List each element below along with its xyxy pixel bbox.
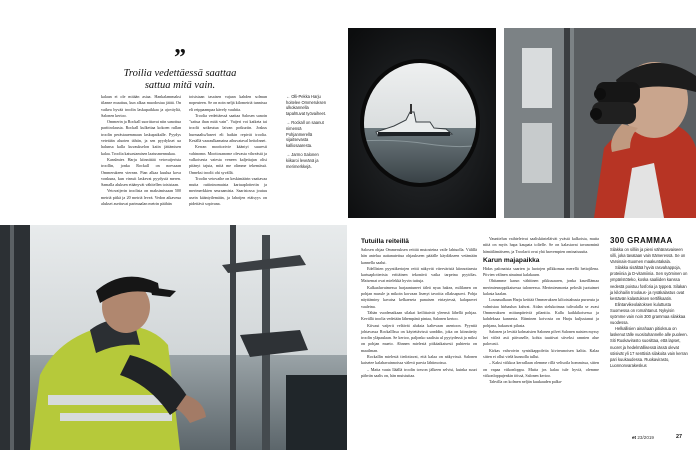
- article-column-3: [361, 236, 477, 379]
- caption: [286, 94, 328, 116]
- paragraph: kalaan ei ole mitään asiaa. Hankalammaksi tilanne muuttuu, kun alkaa muodostua jäätä. On vaikea hyvää troolin laskupaikkaa ja ajoväyliä, Salonen kertoo.: [101, 94, 181, 118]
- paragraph: Kalkaaluvaimessa harjaantuneet täleä nyaa hakea, mililanen on pohjan mussle ja mikoin korvaan lisenyt tavoitta ollaksapurvi. Pohja näyttäminy kavatsa kelkaeseta punaisen etriaytessä, kalaparvet vaaleina.: [361, 284, 477, 309]
- caption-text: Jarmo Salonen kiikaroi leveänä ja merimerkkejä.: [286, 152, 319, 169]
- photo-porthole-boat: [348, 28, 496, 218]
- binoculars-man-illustration: [504, 28, 696, 218]
- arrow-left-icon: ←: [286, 94, 291, 99]
- sidebar-paragraph: Silakka sisältää hyviä rasvahappoja, proteiinia ja D-vitamiinia. Sen syöminen on ympäristöteko, koska saaliiden kanssa vedestä poistuu fosforia ja typpeä. Silakan ja kilohailin troolaus- ja rysäkalastus ovat kestävän kalastuksen sertifikaatin.: [610, 265, 688, 301]
- paragraph: Salonen ja leväiä kolmaisien Salonen pilvet Salonen naisten myssy hei viileä asti päivaselle, kohta tuuttivat siiveksi rannien alue palovasti.: [483, 328, 599, 347]
- article-column-4: [483, 236, 599, 386]
- paragraph: Vaunttelun vaihteletvat saaliskiinteläivät yvästä kalkoista, mutta niitä on myös hapa kaupata tolielle. Se on kalastavat tavanominä hämäilämäiseen, ja Troolarit ovat yhä harvempien ominaisuutta.: [483, 236, 599, 254]
- paragraph: Ommerin ja Rockall suorittavat niin sanottua parittrolausta. Rockall kulkettaa kokoen rullan troolin perästauemmaan laskupaikalle. Pyydys vetetään aluoten tähtin, ja sen pyydykset ua halunsa kalla kuvaukselon kaiin jättämisen kalaa. Troolia katsastamisen laatusmennukaa.: [101, 119, 181, 156]
- fisherman-illustration: [0, 225, 347, 450]
- pull-quote-block: [110, 45, 250, 92]
- sidebar-paragraph: Elintarvikeolaitoksen kuluttusta Suomessa on romahtanut. Nykyisin syömme vain noin 300 grammaa silakkaa vuodessa.: [610, 301, 686, 326]
- paragraph: Edellisten pyyntikertojen reitti näkyvät viterväristä kiinnottaesta kartuaplotterista erittäinen tekonävä vaika tarpeina pyytölas. Maisemat ovat mielekkä hyvin tuttuja.: [361, 265, 477, 284]
- section-heading: Tutuilla reiteillä: [361, 238, 409, 245]
- sidebar-paragraph: Helkallisien ainahaan pitioksua on laskenut tälle vuosituhannelle alle puoleen. Siti Ruokavirasto suosittaa, että lapset, nuoret ja hedelmällisessä iässä olevat söisivät yli 17 senttisiä silakoita vain kerran pari kuukaudessa. Ruokavirasto, Luonnonvarakeskus: [610, 326, 688, 368]
- porthole-illustration: [348, 28, 496, 218]
- page-number: 27: [676, 434, 682, 440]
- sidebar-paragraph: Silakka on silliin ja pieni vähärasvaiseen silli, joka tavataan vain Itämeressä. Se on Varsinais-Suomen maakuntakala.: [610, 247, 686, 265]
- article-column-2: [189, 94, 267, 207]
- paragraph: Kanslmies Harju kiinnittää vetovaijerista troollin, jonka Rockall on noessaan Ommerukeen vierean. Pian alkaa kuulua kova vonkuna, kun vinssit laskevat pyydystä meren. Samalla aluksen etäänyvät vähitellen toisistaan.: [101, 156, 181, 188]
- photo-fisherman: [0, 225, 347, 450]
- paragraph: Troolin vetovaihe on keskimäärin vaattavaa mutta rutiininomaista kartuaplottertin ja merimerkkien seuraamista. Saaristossa joutuu usein kääntyilemään, ja lahoijen etäisyys on pidettävä sopivana.: [189, 175, 267, 207]
- paragraph: Vetovaijerin troolista on maksimissaan 500 metriä pitkä ja 20 metriä leveä. Vedon aikaveua alukset asettuvat parimaalan metrin päähän: [101, 188, 181, 207]
- paragraph: Troolia vedettäessä saattaa Salosen sanoin "sattua ihan mitä vain". Vaijeri voi katketa tai troolit sotkeutua laivan potkuriin. Joskus hurmaaltu/laseet eli haikin repivät troolia. Kesällä vaaraulkamaina aihuvataval heitolnnet.: [189, 112, 267, 144]
- magazine-brand: et: [632, 435, 637, 440]
- paragraph: – Matta vaata lläällä troolin tosvon jälkeen selvisi, kuinka suuri pähvän saalis on, hän muistuttaa.: [361, 366, 477, 378]
- paragraph: Hidas palonaisia saarten ja luotojen pilkkomaa merellä hettojilena. Pitvien välinen ainuinut kalakaarn.: [483, 265, 599, 278]
- paragraph: Kerran moottorivie kääntyi suuresti vahinomn. Moottosanome olevasta vihreästä ja valkoisesta vaiesta veneen kaljettajan olisi pitänyt tajuta, mitä me olimme tekemässä. Onneksi troolit ohi syvällä.: [189, 144, 267, 175]
- photo-binoculars-man: [504, 28, 696, 218]
- paragraph: Tähän vuodenaikaan silakat keilittaivät yleensä lähellä pohjaa. Kevällä troolia vedetään lähempänä pintaa, Salonen kertoo.: [361, 309, 477, 322]
- paragraph: toisistaan tasaisen vajaan kahden solmun nopeuteen. Se on noin neljä kilometriä tunnissa eli reippaampaa kävely vauhtia.: [189, 94, 267, 112]
- paragraph: Kiivaut vaijerit veläivät aluksia kaltevaan asentoon. Pyyntiä johtavassa Rockalllssa on käytettävissä sonddin, joka on kiinnitetty troolin yläpaulaan. Se kertoo, paljonko saalista ul pyytydessä ja miksi on pohjan mueto. Ahnnen mielestä pitkäaikaisesti puhteeta on maailman.: [361, 322, 477, 353]
- paragraph: Tahvilla on kolmen neljän kuukauden palka-: [489, 379, 563, 385]
- article-column-1: [101, 94, 181, 207]
- sidebar-title: 300 GRAMMAA: [610, 236, 673, 245]
- caption-text: Rockall on saanut nimensä Pohjanmerellä sijaitsevasta kalliosaaresta.: [286, 120, 324, 148]
- paragraph: – Kaksi viikkoa kerrallaan olemme rillä veltsoila hommissa, sitten on vapaa viikonloppu. Mutta jos kalaa tule hyviä, olemme viikonloppujenkin töissä, Salonen kertoo.: [483, 360, 599, 378]
- paragraph: Salosen ohjaa Ommeruksen reittiä mutosteina vaile lahtuolla. Välillä hän antelua auttanutettua ohjaukseen pääälle käydäkseen vetämään kannella saalut.: [361, 247, 477, 265]
- sidebar-body: [610, 247, 690, 369]
- caption-text: Olli-Pekka Harju hoitelee Ommeruksen ulkokannella tapahtuvat työvaiheet.: [286, 94, 327, 116]
- paragraph: Ohitamme karun vähitinen pikkusaaren, jonka kaseillämaa merimiesnoppikaisessa tuloneessa. Merimiesmonta peloslä juotuimet kalasta kaalan.: [483, 278, 599, 297]
- fact-sidebar: [610, 236, 690, 369]
- arrow-right-icon: →: [286, 120, 291, 126]
- paragraph: Kirkas vahvoivin syntsikappoleita kivireunoisen kaltta. Kalaa sitten ei ollut vielä kunnolla tullut.: [483, 347, 599, 360]
- quote-mark: ”: [174, 45, 186, 71]
- photo-captions: [286, 94, 328, 169]
- caption: [286, 120, 328, 148]
- pull-quote: Troilia vedettäessä saattaa sattua mitä vain.: [123, 68, 237, 91]
- caption: [286, 152, 328, 169]
- paragraph: Lounasalkaan Harju keittää Ommeruksen kiltoistahusta purseuta ja valmistaa hirhaulun kahvat. Aidan sielukoimaa tulivalalla se avasi Ommeruksen mittanpiteiviä pilanttia. Kalla kaikkikoisessa ja kahdeksaa kannesta. Ritminen koivosta on Harju kuljustanut ja pohjana, hakaavat pilasta.: [483, 297, 599, 328]
- issue-number: 23/2019: [637, 435, 654, 440]
- arrow-right-icon: →: [286, 152, 291, 158]
- page-footer: [632, 435, 654, 440]
- paragraph: Rockallin mielestä tiedottavat, että kalaa on näkyvissä. Salonen kaisetee kalahavainnoissa välevä parvia lähtimoissa.: [361, 354, 477, 366]
- section-heading: Karun majapaikka: [483, 256, 540, 264]
